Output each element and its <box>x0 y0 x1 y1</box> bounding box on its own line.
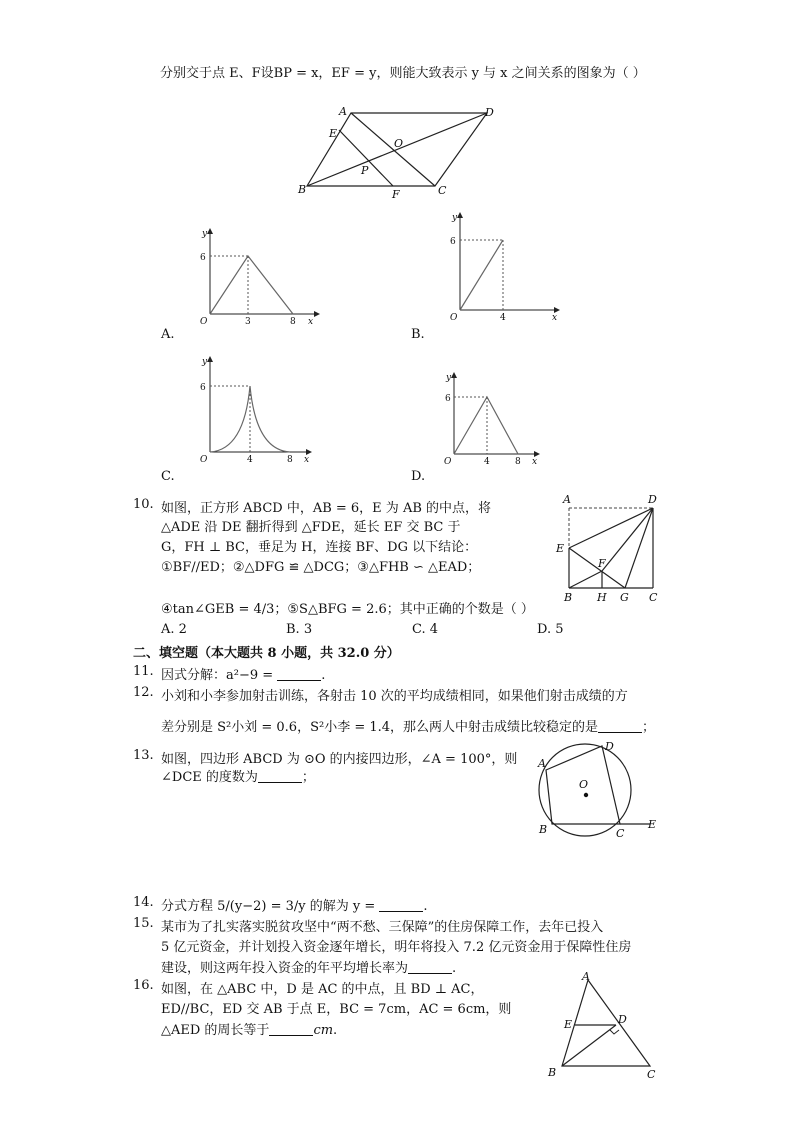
q14-text: 分式方程 5/(y−2) = 3/y 的解为 y = . <box>161 899 428 914</box>
q10-line: △ADE 沿 DE 翻折得到 △FDE，延长 EF 交 BC 于 <box>161 520 461 535</box>
q16-label: D <box>618 1013 627 1026</box>
q9-stem: 分别交于点 E、F设BP = x，EF = y，则能大致表示 y 与 x 之间关系的图象为（ ） <box>160 66 646 81</box>
q9-label: F <box>392 188 400 201</box>
q11-number: 11. <box>133 664 154 679</box>
q16-label: A <box>582 970 590 983</box>
q15-line: 某市为了扎实落实脱贫攻坚中“两不愁、三保障”的住房保障工作，去年已投入 <box>161 920 604 935</box>
q13-line2: ∠DCE 的度数为 ； <box>161 770 315 785</box>
svg-text:4: 4 <box>500 313 506 323</box>
q10-label: E <box>556 542 565 555</box>
q11-text: 因式分解：a²−9 = . <box>161 668 326 683</box>
q12-number: 12. <box>133 685 154 700</box>
q16-label: E <box>564 1018 573 1031</box>
q10-choice-c[interactable]: C. 4 <box>412 622 439 637</box>
svg-text:6: 6 <box>450 237 456 247</box>
q9-label: B <box>298 183 307 196</box>
q15-number: 15. <box>133 916 154 931</box>
q15-answer-blank[interactable] <box>408 961 452 974</box>
q10-label: G <box>620 591 629 604</box>
svg-text:8: 8 <box>287 455 293 465</box>
q13-circle-figure <box>530 735 665 845</box>
q14-number: 14. <box>133 895 154 910</box>
q12-answer-blank[interactable] <box>598 720 642 733</box>
q12-line2: 差分别是 S²小刘 = 0.6，S²小李 = 1.4，那么两人中射击成绩比较稳定的是 ； <box>161 720 656 735</box>
q13-label: B <box>539 823 548 836</box>
option-c-graph <box>196 354 321 466</box>
q10-label: H <box>597 591 607 604</box>
svg-text:O: O <box>200 317 208 326</box>
q15-line3: 建设，则这两年投入资金的年平均增长率为 . <box>161 961 457 976</box>
option-a-label[interactable]: A. <box>161 327 175 342</box>
svg-text:O: O <box>450 313 458 323</box>
q13-label: D <box>605 740 614 753</box>
q9-label: E <box>329 127 338 140</box>
svg-text:O: O <box>200 455 208 465</box>
q10-line: 如图，正方形 ABCD 中，AB = 6，E 为 AB 的中点，将 <box>161 501 492 516</box>
svg-text:y: y <box>202 229 208 239</box>
svg-text:6: 6 <box>200 253 206 263</box>
q16-triangle-figure <box>540 970 665 1085</box>
svg-text:y: y <box>452 213 458 223</box>
q9-label: C <box>438 184 447 197</box>
q16-label: C <box>647 1068 656 1081</box>
option-b-graph <box>446 210 566 325</box>
q13-answer-blank[interactable] <box>258 770 302 783</box>
svg-text:8: 8 <box>515 457 521 466</box>
q10-line: ①BF//ED；②△DFG ≌ △DCG；③△FHB ∽ △EAD； <box>161 560 481 575</box>
q13-number: 13. <box>133 748 154 763</box>
q16-line: 如图，在 △ABC 中，D 是 AC 的中点，且 BD ⊥ AC， <box>161 982 484 997</box>
svg-text:x: x <box>308 317 314 326</box>
q15-line: 5 亿元资金，并计划投入资金逐年增长，明年将投入 7.2 亿元资金用于保障性住房 <box>161 940 632 955</box>
q10-choice-d[interactable]: D. 5 <box>537 622 564 637</box>
q16-label: B <box>548 1066 557 1079</box>
svg-text:y: y <box>202 357 208 367</box>
q13-line: 如图，四边形 ABCD 为 ⊙O 的内接四边形，∠A = 100°，则 <box>161 752 518 767</box>
svg-text:x: x <box>532 457 538 466</box>
option-c-label[interactable]: C. <box>161 469 175 484</box>
q10-label: D <box>648 493 657 506</box>
option-a-graph <box>196 226 321 326</box>
svg-text:4: 4 <box>247 455 253 465</box>
option-d-label[interactable]: D. <box>411 469 426 484</box>
q10-choice-a[interactable]: A. 2 <box>161 622 187 637</box>
q10-label: C <box>649 591 658 604</box>
q16-number: 16. <box>133 978 154 993</box>
q10-label: F <box>598 557 606 570</box>
q16-answer-blank[interactable] <box>269 1023 313 1036</box>
svg-text:x: x <box>552 313 558 323</box>
q16-line: ED//BC，ED 交 AB 于点 E，BC = 7cm，AC = 6cm，则 <box>161 1002 512 1017</box>
q9-label: D <box>485 106 494 119</box>
q11-answer-blank[interactable] <box>277 668 321 681</box>
q9-label: A <box>339 105 347 118</box>
q10-label: B <box>564 591 573 604</box>
option-b-label[interactable]: B. <box>411 327 425 342</box>
q9-label: O <box>394 137 404 150</box>
q13-label: E <box>648 818 657 831</box>
q10-line: ④tan∠GEB = 4/3；⑤S△BFG = 2.6；其中正确的个数是（ ） <box>161 602 534 617</box>
section-heading: 二、填空题（本大题共 8 小题，共 32.0 分） <box>133 646 400 661</box>
q9-parallelogram-figure <box>295 103 505 203</box>
svg-text:6: 6 <box>445 394 451 404</box>
q10-line: G，FH ⊥ BC，垂足为 H，连接 BF、DG 以下结论： <box>161 540 478 555</box>
q13-label: C <box>616 827 625 840</box>
svg-text:8: 8 <box>290 317 296 326</box>
q16-line3: △AED 的周长等于 cm. <box>161 1023 338 1038</box>
q14-answer-blank[interactable] <box>379 899 423 912</box>
option-d-graph <box>442 370 547 466</box>
q10-label: A <box>563 493 571 506</box>
svg-text:y: y <box>446 373 452 383</box>
q10-choice-b[interactable]: B. 3 <box>286 622 313 637</box>
q12-line: 小刘和小李参加射击训练，各射击 10 次的平均成绩相同，如果他们射击成绩的方 <box>161 689 628 704</box>
svg-text:4: 4 <box>484 457 490 466</box>
q9-label: P <box>361 164 369 177</box>
svg-text:6: 6 <box>200 383 206 393</box>
q10-number: 10. <box>133 497 154 512</box>
q13-label: O <box>579 778 589 791</box>
svg-text:O: O <box>444 457 452 466</box>
svg-text:x: x <box>304 455 310 465</box>
q13-label: A <box>538 757 546 770</box>
svg-text:3: 3 <box>245 317 251 326</box>
q10-square-figure <box>553 490 665 608</box>
